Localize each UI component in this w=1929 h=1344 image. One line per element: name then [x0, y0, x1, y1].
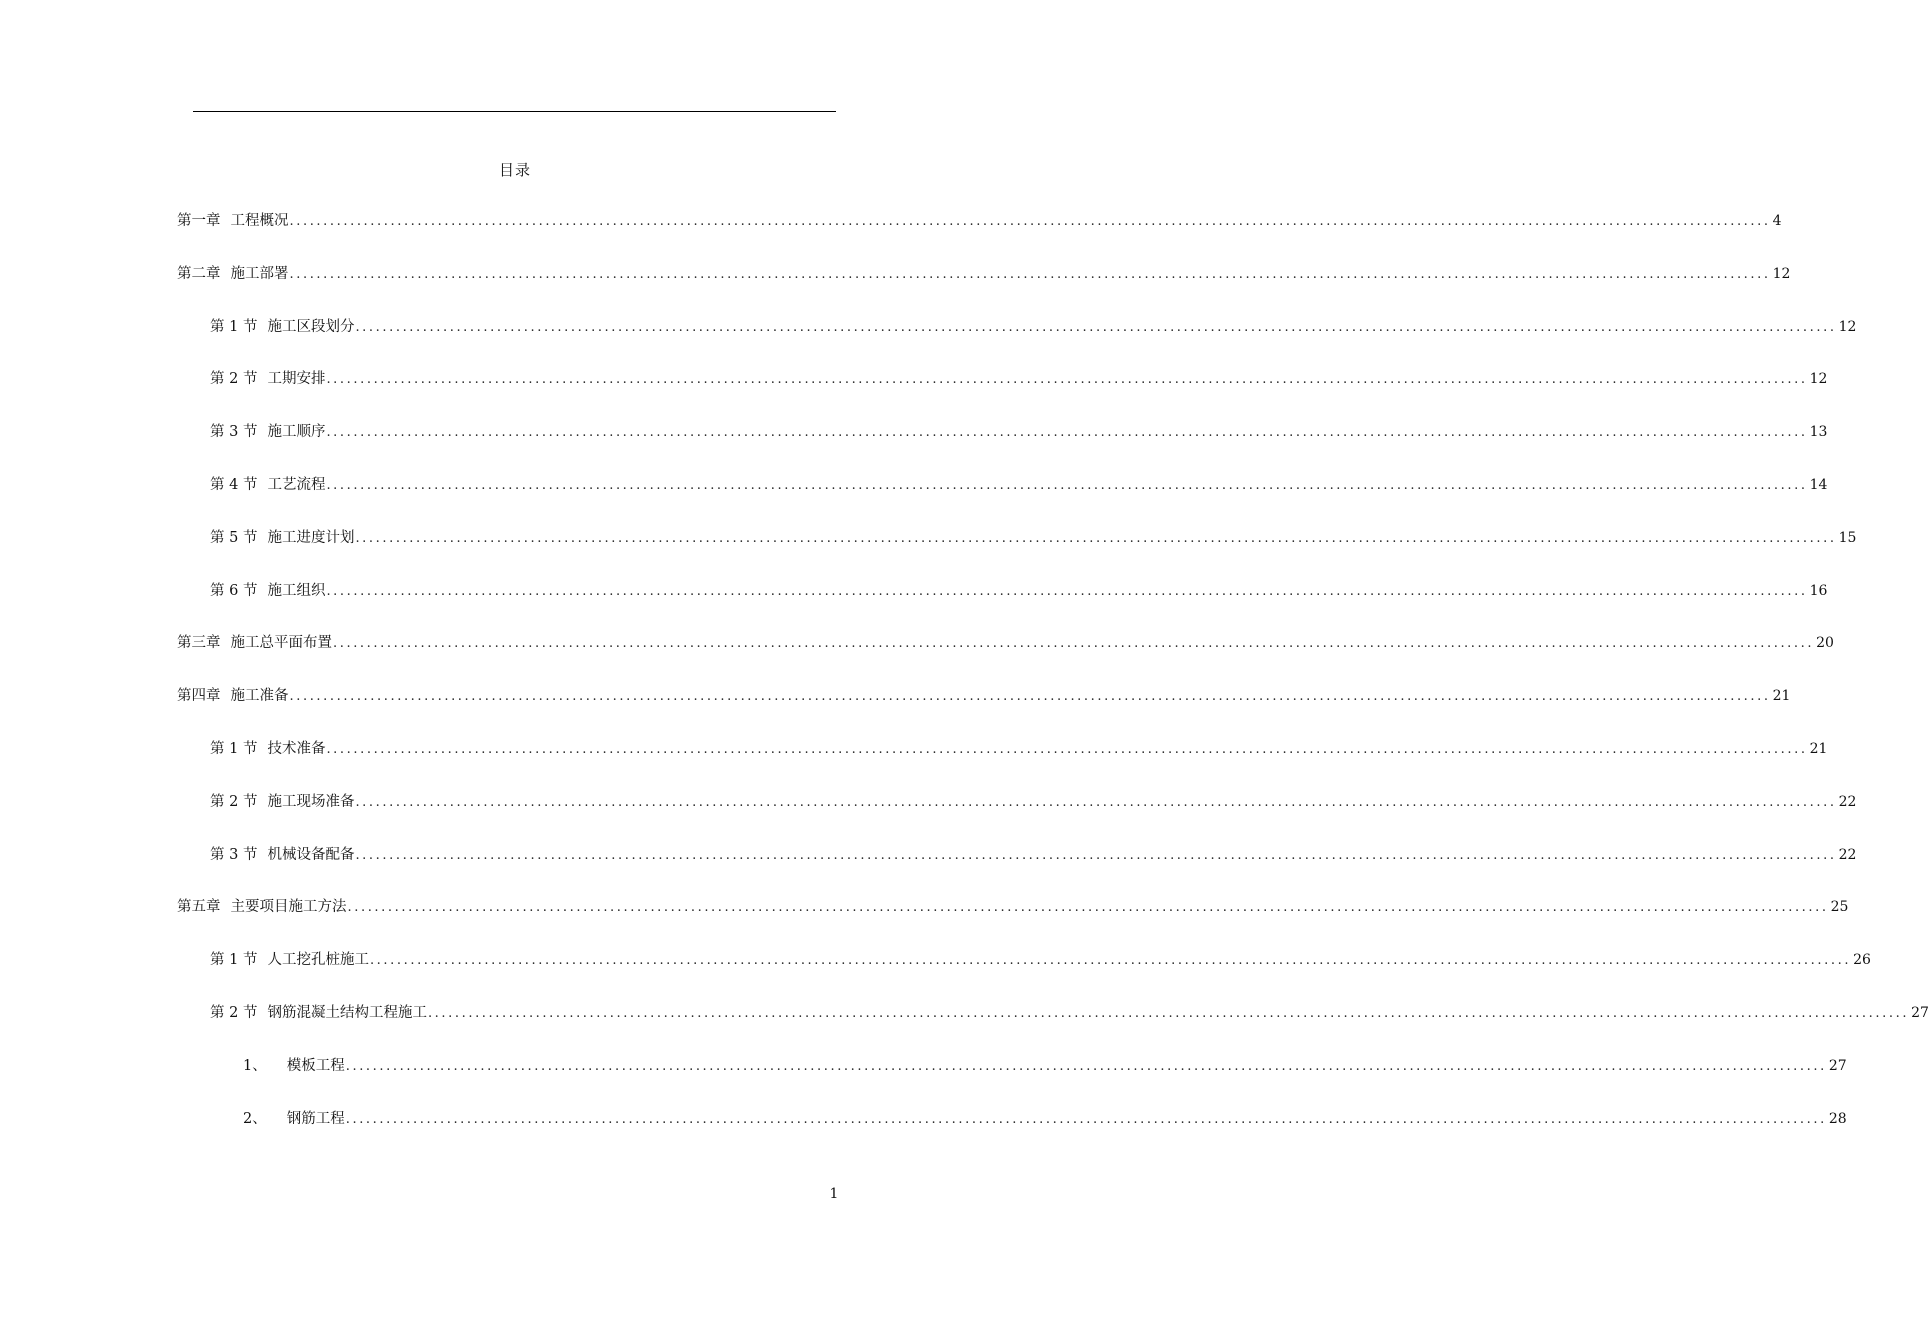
toc-entry-number: 1、 [243, 1057, 267, 1074]
toc-dot-leader: ............................................................................................................................................................................................................................ [326, 478, 1808, 493]
toc-entry[interactable] [210, 949, 1871, 971]
toc-entry-title: 人工挖孔桩施工 [267, 952, 369, 969]
toc-title: 目录 [498, 161, 531, 179]
toc-entry-number: 第 3 节 [210, 424, 258, 441]
toc-entry[interactable] [210, 738, 1828, 760]
toc-entry-title: 施工进度计划 [267, 529, 355, 546]
toc-entry-number: 第 3 节 [210, 846, 258, 863]
toc-dot-leader: ............................................................................................................................................................................................................................ [355, 319, 1837, 335]
toc-entry-number: 第二章 [177, 265, 221, 282]
toc-entry[interactable] [210, 368, 1828, 390]
toc-entry[interactable] [177, 263, 1791, 285]
toc-entry-title: 施工顺序 [267, 424, 326, 441]
toc-entry-page: 4 [1772, 213, 1782, 229]
toc-entry-page: 12 [1772, 265, 1791, 282]
toc-entry-number: 第 4 节 [210, 477, 258, 493]
toc-dot-leader: ............................................................................................................................................................................................................................ [355, 530, 1837, 546]
page-number: 1 [829, 1186, 839, 1202]
toc-dot-leader: ............................................................................................................................................................................................................................ [326, 372, 1808, 388]
toc-dot-leader: ............................................................................................................................................................................................................................ [289, 266, 1771, 282]
toc-entry-page: 27 [1828, 1057, 1847, 1074]
toc-entry-number: 第 2 节 [210, 1005, 258, 1021]
toc-entry-number: 第 1 节 [210, 741, 258, 757]
toc-entry-number: 2、 [243, 1110, 267, 1127]
toc-entry-number: 第 5 节 [210, 529, 258, 546]
toc-dot-leader: ............................................................................................................................................................................................................................ [427, 1006, 1910, 1021]
toc-entry[interactable] [243, 1108, 1847, 1130]
toc-dot-leader: ............................................................................................................................................................................................................................ [289, 214, 1771, 229]
toc-entry-number: 第 1 节 [210, 318, 258, 335]
toc-entry-title: 机械设备配备 [267, 846, 355, 863]
toc-entry[interactable] [210, 1002, 1929, 1024]
toc-entry-title: 施工总平面布置 [230, 635, 332, 652]
toc-dot-leader: ............................................................................................................................................................................................................................ [289, 689, 1771, 705]
toc-entry-number: 第 2 节 [210, 371, 258, 388]
toc-entry-number: 第五章 [177, 899, 221, 916]
toc-entry-title: 钢筋混凝土结构工程施工 [267, 1005, 427, 1021]
toc-entry-title: 技术准备 [267, 741, 326, 757]
toc-dot-leader: ............................................................................................................................................................................................................................ [326, 583, 1808, 599]
toc-dot-leader: ............................................................................................................................................................................................................................ [369, 953, 1852, 969]
toc-dot-leader: ............................................................................................................................................................................................................................ [347, 900, 1829, 916]
toc-entry-page: 12 [1838, 318, 1857, 335]
toc-entry-number: 第四章 [177, 688, 221, 705]
toc-entry-title: 施工准备 [230, 688, 289, 705]
toc-entry-title: 施工部署 [230, 265, 289, 282]
toc-entry-page: 13 [1809, 424, 1828, 441]
toc-entry-title: 模板工程 [286, 1057, 345, 1074]
toc-entry-number: 第一章 [177, 213, 221, 229]
toc-entry-title: 工艺流程 [267, 477, 326, 493]
toc-entry-title: 工程概况 [230, 213, 289, 229]
toc-dot-leader: ............................................................................................................................................................................................................................ [345, 1111, 1827, 1127]
toc-entry[interactable] [177, 632, 1834, 654]
toc-entry-page: 15 [1838, 529, 1857, 546]
toc-entry[interactable] [210, 791, 1857, 813]
toc-entry-title: 施工区段划分 [267, 318, 355, 335]
toc-entry-page: 25 [1830, 899, 1849, 916]
toc-dot-leader: ............................................................................................................................................................................................................................ [345, 1058, 1827, 1074]
toc-entry-page: 16 [1809, 582, 1828, 599]
toc-entry[interactable] [210, 527, 1857, 549]
toc-entry[interactable] [243, 1055, 1847, 1077]
toc-entry[interactable] [210, 844, 1857, 866]
toc-dot-leader: ............................................................................................................................................................................................................................ [333, 636, 1815, 652]
toc-entry-number: 第三章 [177, 635, 221, 652]
toc-entry-title: 钢筋工程 [286, 1110, 345, 1127]
toc-dot-leader: ............................................................................................................................................................................................................................ [326, 742, 1808, 757]
toc-entry-page: 28 [1828, 1110, 1847, 1127]
toc-entry-page: 14 [1809, 477, 1828, 493]
toc-entry[interactable] [210, 474, 1828, 496]
toc-entry[interactable] [177, 896, 1849, 918]
toc-entry-title: 施工现场准备 [267, 793, 355, 810]
toc-entry-number: 第 1 节 [210, 952, 258, 969]
toc-entry[interactable] [177, 210, 1782, 232]
toc-entry-number: 第 2 节 [210, 793, 258, 810]
toc-entry-title: 工期安排 [267, 371, 326, 388]
toc-entry-page: 27 [1911, 1005, 1929, 1021]
toc-entry-title: 主要项目施工方法 [230, 899, 347, 916]
toc-entry-page: 21 [1772, 688, 1791, 705]
toc-entry[interactable] [210, 316, 1857, 338]
toc-dot-leader: ............................................................................................................................................................................................................................ [355, 847, 1837, 863]
toc-entry[interactable] [210, 421, 1828, 443]
toc-entry[interactable] [177, 685, 1791, 707]
toc-entry-page: 20 [1816, 635, 1834, 652]
toc-entry-page: 12 [1809, 371, 1828, 388]
toc-entry-page: 21 [1809, 741, 1828, 757]
toc-entry-page: 22 [1838, 846, 1857, 863]
toc-entry-page: 26 [1853, 952, 1871, 969]
toc-entry-title: 施工组织 [267, 582, 326, 599]
toc-dot-leader: ............................................................................................................................................................................................................................ [355, 794, 1837, 810]
toc-entry-number: 第 6 节 [210, 582, 258, 599]
toc-dot-leader: ............................................................................................................................................................................................................................ [326, 425, 1808, 441]
toc-entry-page: 22 [1838, 793, 1857, 810]
toc-entry[interactable] [210, 580, 1828, 602]
